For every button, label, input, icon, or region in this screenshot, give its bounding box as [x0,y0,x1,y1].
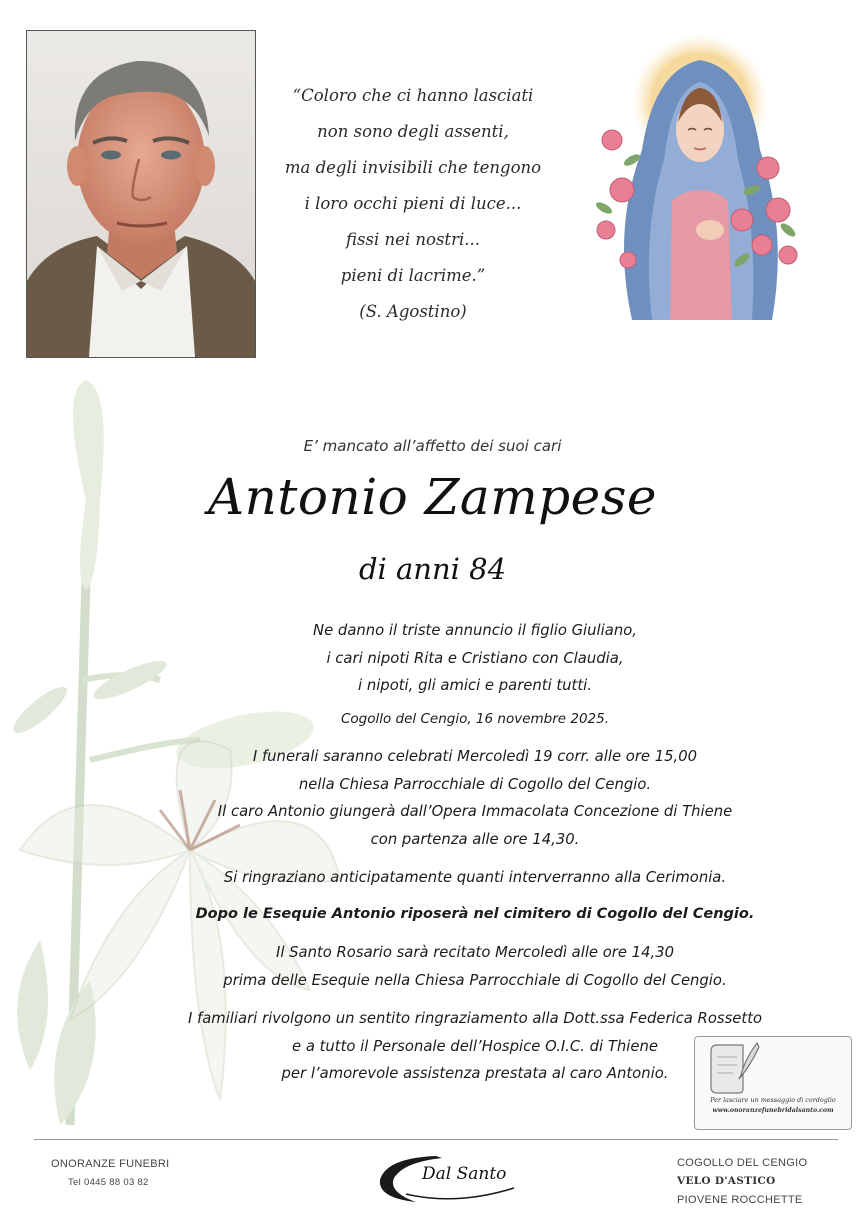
memorial-quote [272,78,554,330]
footer-phone: Tel 0445 88 03 82 [68,1177,149,1188]
gratitude-line: I familiari rivolgono un sentito ringraziamento alla Dott.ssa Federica Rossetto [187,1010,763,1027]
madonna-image [592,30,804,320]
rosary-details [130,939,820,994]
place-date: Cogollo del Cengio, 16 novembre 2025. [340,711,610,727]
logo-text: Dal Santo [422,1164,507,1184]
condolence-url[interactable]: www.onoranzefunebridalsanto.com [712,1107,834,1114]
family-line: i cari nipoti Rita e Cristiano con Claudia, [326,649,624,667]
footer-town: PIOVENE ROCCHETTE [677,1194,803,1206]
quote-line: non sono degli assenti, [317,122,509,141]
funeral-line: Il caro Antonio giungerà dall’Opera Immacolata Concezione di Thiene [217,803,733,820]
rosary-line: Il Santo Rosario sarà recitato Mercoledì alle ore 14,30 [275,944,675,961]
quote-line: ma degli invisibili che tengono [284,158,542,177]
gratitude-line: e a tutto il Personale dell’Hospice O.I.C. di Thiene [292,1037,658,1055]
deceased-name: Antonio Zampese [207,468,657,526]
funeral-line: con partenza alle ore 14,30. [370,830,580,848]
footer-left-title: ONORANZE FUNEBRI [51,1158,170,1170]
funeral-line: nella Chiesa Parrocchiale di Cogollo del Cengio. [298,775,652,793]
quote-line: pieni di lacrime.” [340,266,486,285]
quote-line: “Coloro che ci hanno lasciati [292,86,534,105]
gratitude-line: per l’amorevole assistenza prestata al caro Antonio. [281,1065,669,1082]
family-line: i nipoti, gli amici e parenti tutti. [358,677,592,694]
quote-line: i loro occhi pieni di luce... [304,194,522,213]
burial-line: Dopo le Esequie Antonio riposerà nel cimitero di Cogollo del Cengio. [195,906,755,922]
family-announcement [130,617,820,700]
funeral-line: I funerali saranno celebrati Mercoledì 19 corr. alle ore 15,00 [252,748,698,765]
footer-town: COGOLLO DEL CENGIO [677,1157,808,1169]
deceased-age: di anni 84 [358,552,507,586]
quill-scroll-icon [705,1041,765,1095]
quote-author: (S. Agostino) [359,302,467,321]
family-line: Ne danno il triste annuncio il figlio Giuliano, [313,622,637,639]
condolence-text: Per lasciare un messaggio di cordoglio [710,1096,836,1104]
condolence-box[interactable] [694,1036,852,1130]
footer-divider [34,1139,838,1140]
quote-line: fissi nei nostri... [346,230,480,249]
deceased-portrait [26,30,256,358]
dal-santo-logo [376,1150,526,1206]
rosary-line: prima delle Esequie nella Chiesa Parrocchiale di Cogollo del Cengio. [223,971,727,989]
thanks-line: Si ringraziano anticipatamente quanti interverranno alla Cerimonia. [223,869,727,886]
footer-town: VELO D'ASTICO [677,1175,776,1187]
announcement-intro: E’ mancato all’affetto dei suoi cari [303,437,562,455]
funeral-details [130,743,820,853]
